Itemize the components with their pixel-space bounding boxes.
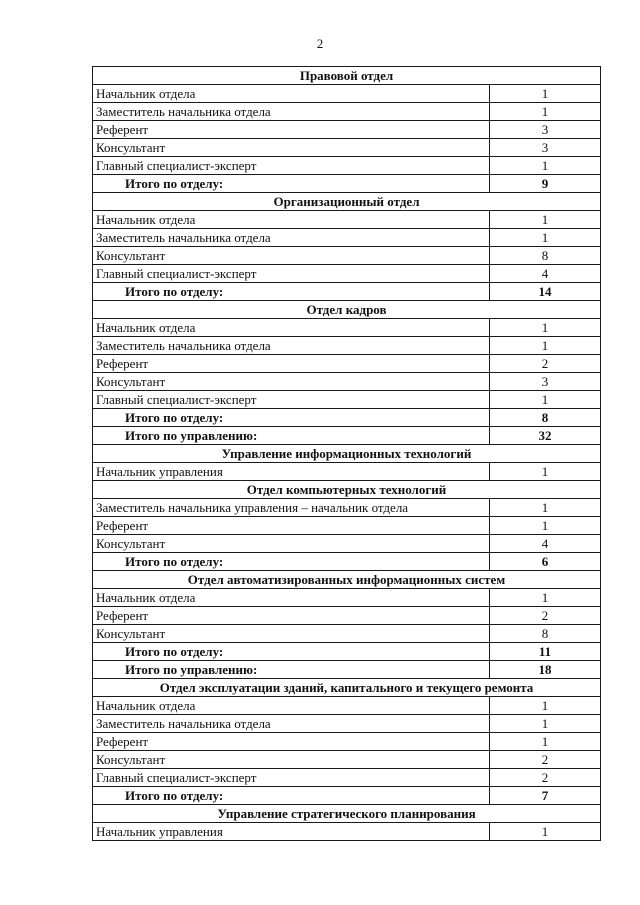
- position-name: Заместитель начальника отдела: [93, 103, 490, 121]
- total-label: Итого по управлению:: [93, 661, 490, 679]
- position-count: 1: [490, 715, 601, 733]
- total-count: 18: [490, 661, 601, 679]
- position-row: [93, 517, 601, 535]
- total-row: [93, 409, 601, 427]
- position-count: 1: [490, 103, 601, 121]
- total-label: Итого по отделу:: [93, 643, 490, 661]
- position-name: Референт: [93, 607, 490, 625]
- position-row: [93, 229, 601, 247]
- total-count: 7: [490, 787, 601, 805]
- position-count: 3: [490, 139, 601, 157]
- position-count: 1: [490, 499, 601, 517]
- position-count: 1: [490, 85, 601, 103]
- position-name: Главный специалист-эксперт: [93, 157, 490, 175]
- staff-table-body: [93, 67, 601, 841]
- position-row: [93, 319, 601, 337]
- total-count: 8: [490, 409, 601, 427]
- position-count: 3: [490, 121, 601, 139]
- section-title: Отдел кадров: [93, 301, 601, 319]
- position-row: [93, 697, 601, 715]
- position-row: [93, 373, 601, 391]
- total-row: [93, 175, 601, 193]
- position-name: Начальник отдела: [93, 211, 490, 229]
- position-name: Референт: [93, 517, 490, 535]
- section-title: Правовой отдел: [93, 67, 601, 85]
- position-row: [93, 103, 601, 121]
- position-count: 4: [490, 265, 601, 283]
- position-row: [93, 499, 601, 517]
- position-row: [93, 715, 601, 733]
- position-name: Консультант: [93, 751, 490, 769]
- section-header-row: [93, 679, 601, 697]
- total-label: Итого по отделу:: [93, 175, 490, 193]
- total-count: 6: [490, 553, 601, 571]
- position-name: Консультант: [93, 535, 490, 553]
- position-name: Референт: [93, 355, 490, 373]
- position-count: 2: [490, 355, 601, 373]
- total-label: Итого по отделу:: [93, 787, 490, 805]
- position-name: Главный специалист-эксперт: [93, 391, 490, 409]
- total-label: Итого по отделу:: [93, 553, 490, 571]
- position-row: [93, 337, 601, 355]
- position-count: 8: [490, 625, 601, 643]
- position-name: Главный специалист-эксперт: [93, 265, 490, 283]
- position-row: [93, 157, 601, 175]
- section-header-row: [93, 571, 601, 589]
- section-title: Отдел эксплуатации зданий, капитального и текущего ремонта: [93, 679, 601, 697]
- total-row: [93, 427, 601, 445]
- total-count: 32: [490, 427, 601, 445]
- section-title: Управление информационных технологий: [93, 445, 601, 463]
- section-header-row: [93, 67, 601, 85]
- section-title: Отдел компьютерных технологий: [93, 481, 601, 499]
- position-name: Заместитель начальника отдела: [93, 715, 490, 733]
- position-name: Консультант: [93, 373, 490, 391]
- position-count: 1: [490, 697, 601, 715]
- section-title: Отдел автоматизированных информационных систем: [93, 571, 601, 589]
- position-count: 1: [490, 319, 601, 337]
- position-row: [93, 751, 601, 769]
- position-count: 1: [490, 517, 601, 535]
- position-count: 3: [490, 373, 601, 391]
- total-count: 14: [490, 283, 601, 301]
- position-count: 1: [490, 733, 601, 751]
- position-name: Начальник отдела: [93, 85, 490, 103]
- position-count: 1: [490, 211, 601, 229]
- position-name: Начальник отдела: [93, 697, 490, 715]
- position-name: Заместитель начальника отдела: [93, 337, 490, 355]
- position-name: Референт: [93, 121, 490, 139]
- position-row: [93, 535, 601, 553]
- position-row: [93, 211, 601, 229]
- position-count: 2: [490, 607, 601, 625]
- position-row: [93, 139, 601, 157]
- total-row: [93, 553, 601, 571]
- section-title: Организационный отдел: [93, 193, 601, 211]
- position-row: [93, 733, 601, 751]
- position-count: 1: [490, 589, 601, 607]
- position-name: Референт: [93, 733, 490, 751]
- total-label: Итого по управлению:: [93, 427, 490, 445]
- position-count: 2: [490, 769, 601, 787]
- position-count: 1: [490, 157, 601, 175]
- position-name: Главный специалист-эксперт: [93, 769, 490, 787]
- position-name: Начальник отдела: [93, 319, 490, 337]
- position-name: Консультант: [93, 625, 490, 643]
- section-header-row: [93, 301, 601, 319]
- total-label: Итого по отделу:: [93, 283, 490, 301]
- position-name: Начальник отдела: [93, 589, 490, 607]
- page-number: 2: [316, 36, 324, 51]
- position-row: [93, 589, 601, 607]
- position-name: Заместитель начальника отдела: [93, 229, 490, 247]
- section-header-row: [93, 481, 601, 499]
- position-row: [93, 85, 601, 103]
- position-row: [93, 355, 601, 373]
- position-count: 1: [490, 823, 601, 841]
- position-row: [93, 823, 601, 841]
- position-count: 1: [490, 391, 601, 409]
- section-header-row: [93, 445, 601, 463]
- position-row: [93, 463, 601, 481]
- position-row: [93, 265, 601, 283]
- position-row: [93, 391, 601, 409]
- position-row: [93, 121, 601, 139]
- position-row: [93, 607, 601, 625]
- section-header-row: [93, 805, 601, 823]
- total-count: 11: [490, 643, 601, 661]
- position-count: 8: [490, 247, 601, 265]
- position-name: Начальник управления: [93, 463, 490, 481]
- total-count: 9: [490, 175, 601, 193]
- position-count: 1: [490, 337, 601, 355]
- position-name: Начальник управления: [93, 823, 490, 841]
- total-row: [93, 661, 601, 679]
- total-row: [93, 643, 601, 661]
- position-count: 2: [490, 751, 601, 769]
- position-name: Консультант: [93, 139, 490, 157]
- position-row: [93, 247, 601, 265]
- position-name: Консультант: [93, 247, 490, 265]
- position-count: 1: [490, 229, 601, 247]
- position-row: [93, 769, 601, 787]
- total-row: [93, 283, 601, 301]
- total-row: [93, 787, 601, 805]
- position-name: Заместитель начальника управления – начальник отдела: [93, 499, 490, 517]
- section-title: Управление стратегического планирования: [93, 805, 601, 823]
- total-label: Итого по отделу:: [93, 409, 490, 427]
- section-header-row: [93, 193, 601, 211]
- position-count: 4: [490, 535, 601, 553]
- position-row: [93, 625, 601, 643]
- staff-table: [92, 66, 601, 841]
- position-count: 1: [490, 463, 601, 481]
